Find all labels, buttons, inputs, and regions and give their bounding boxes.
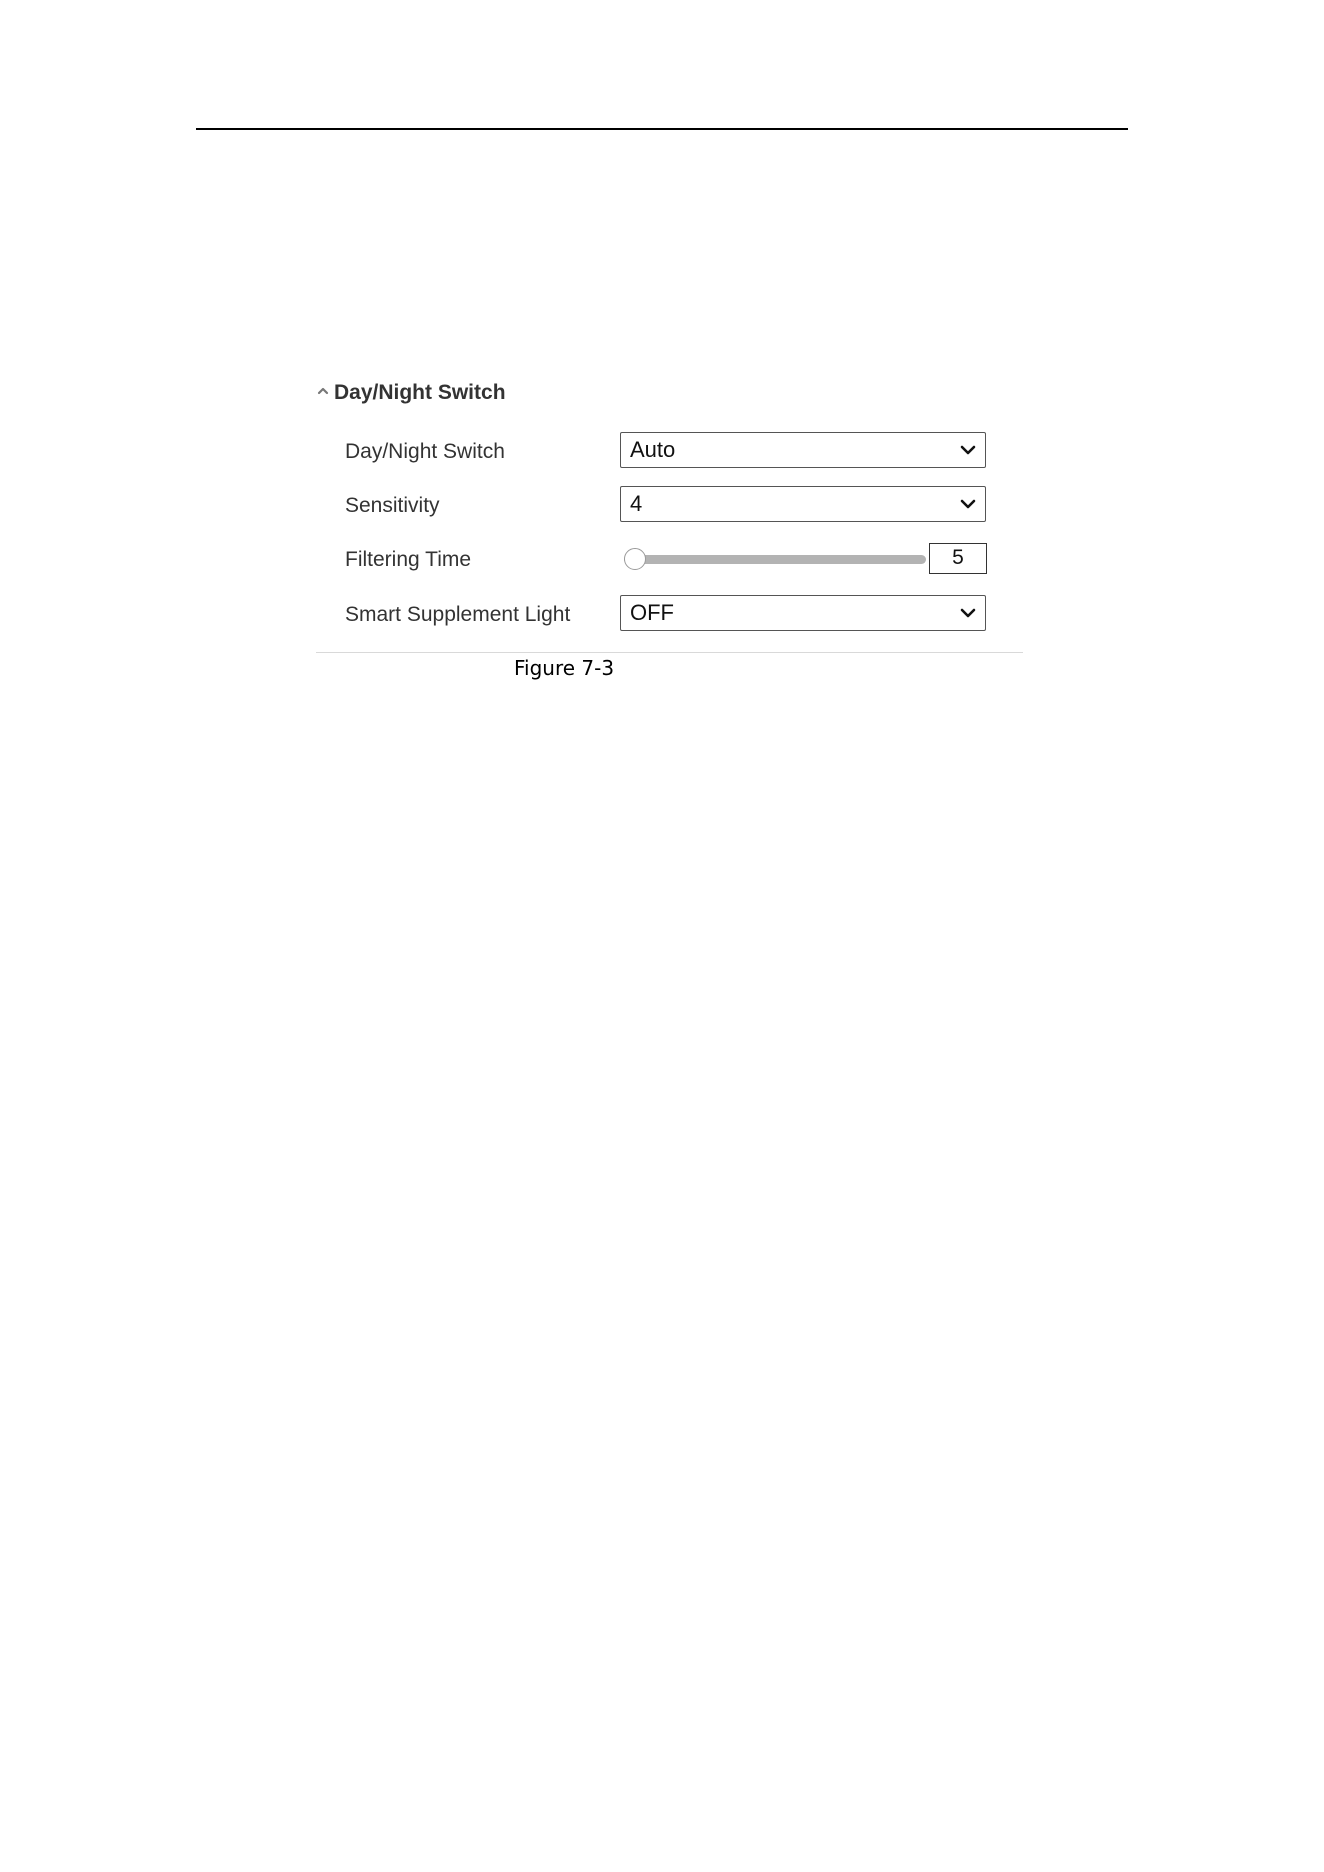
- sensitivity-select[interactable]: [620, 486, 986, 522]
- chevron-down-icon: [959, 606, 977, 620]
- section-header-day-night-switch[interactable]: [316, 378, 506, 408]
- smart-supplement-light-select[interactable]: [620, 595, 986, 631]
- caret-up-icon[interactable]: [316, 384, 330, 398]
- figure-caption: Figure 7-3: [514, 656, 615, 680]
- row-filtering-time: [316, 540, 1023, 580]
- day-night-switch-panel: [316, 372, 1023, 653]
- filtering-time-slider[interactable]: [624, 555, 926, 564]
- filtering-time-slider-thumb[interactable]: [624, 548, 646, 570]
- chevron-down-icon: [959, 497, 977, 511]
- chevron-down-icon: [959, 443, 977, 457]
- row-smart-supplement-light: [316, 595, 1023, 635]
- day-night-switch-select[interactable]: [620, 432, 986, 468]
- day-night-switch-value: Auto: [630, 437, 676, 462]
- filtering-time-input[interactable]: 5: [929, 543, 987, 574]
- row-sensitivity: [316, 486, 1023, 526]
- sensitivity-value: 4: [630, 491, 643, 516]
- section-title: Day/Night Switch: [334, 381, 506, 404]
- filtering-time-label: Filtering Time: [345, 548, 472, 571]
- page-header-rule: [196, 128, 1128, 130]
- row-day-night-switch: [316, 432, 1023, 472]
- smart-supplement-light-value: OFF: [630, 600, 674, 625]
- sensitivity-label: Sensitivity: [345, 494, 440, 517]
- smart-supplement-light-label: Smart Supplement Light: [345, 603, 571, 626]
- day-night-switch-label: Day/Night Switch: [345, 440, 505, 463]
